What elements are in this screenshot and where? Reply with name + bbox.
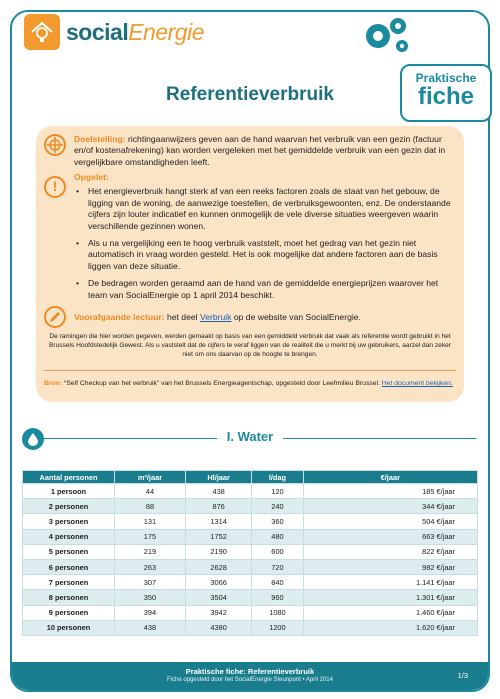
table-row [23,529,478,544]
table-cell: 1314 [185,514,251,529]
page-number: 1/3 [457,671,468,680]
voorafgaande-lectuur [74,312,454,323]
table-cell: 2628 [185,559,251,574]
table-cell: 982 €/jaar [303,559,477,574]
table-cell: 263 [115,559,186,574]
table-cell: 1200 [252,620,303,635]
bron-line [44,378,456,389]
table-cell: 1.620 €/jaar [303,620,477,635]
document-link[interactable]: Het document bekijken. [381,380,453,387]
table-cell: 438 [115,620,186,635]
table-cell: 876 [185,499,251,514]
table-cell: 1.301 €/jaar [303,590,477,605]
table-cell: 3942 [185,605,251,620]
table-row [23,620,478,635]
doelstelling-text: richtingaanwijzers geven aan de hand waarvan het verbruik van een gezin (factuur en/of kostenafrekening) kan worden vergeleken met het gemiddelde verbruik van een gezin dat in vergelijkbare omstandigheden leeft. [74,134,446,167]
table-cell: 6 personen [23,559,115,574]
table-cell: 5 personen [23,544,115,559]
table-cell: 600 [252,544,303,559]
table-cell: 307 [115,575,186,590]
footer [12,662,488,690]
logo-social: social [66,18,129,45]
table-cell: 3504 [185,590,251,605]
table-row [23,605,478,620]
column-header: €/jaar [303,471,477,484]
table-cell: 44 [115,484,186,499]
water-table [22,470,478,636]
footer-title: Praktische fiche: Referentieverbruik [185,667,315,676]
table-cell: 4 personen [23,529,115,544]
table-cell: 720 [252,559,303,574]
table-cell: 131 [115,514,186,529]
column-header: l/dag [252,471,303,484]
table-cell: 88 [115,499,186,514]
table-cell: 240 [252,499,303,514]
column-header: Aantal personen [23,471,115,484]
badge-line1: Praktische [415,71,477,85]
table-cell: 10 personen [23,620,115,635]
table-row [23,514,478,529]
warning-icon: ! [44,176,66,198]
verbruik-link[interactable]: Verbruik [199,312,232,322]
table-cell: 219 [115,544,186,559]
table-cell: 960 [252,590,303,605]
table-row [23,484,478,499]
table-cell: 480 [252,529,303,544]
table-cell: 1080 [252,605,303,620]
table-row [23,575,478,590]
table-cell: 1 persoon [23,484,115,499]
table-cell: 9 personen [23,605,115,620]
table-cell: 3066 [185,575,251,590]
table-cell: 175 [115,529,186,544]
table-cell: 3 personen [23,514,115,529]
target-icon [44,134,66,156]
table-cell: 2 personen [23,499,115,514]
table-cell: 822 €/jaar [303,544,477,559]
doelstelling-label: Doelstelling: [74,134,126,144]
table-cell: 394 [115,605,186,620]
table-cell: 1.460 €/jaar [303,605,477,620]
table-cell: 7 personen [23,575,115,590]
table-cell: 360 [252,514,303,529]
opgelet-section [74,172,454,301]
column-header: Hl/jaar [185,471,251,484]
house-bulb-icon [24,14,60,50]
table-cell: 2190 [185,544,251,559]
badge-line2: fiche [417,83,474,110]
table-cell: 344 €/jaar [303,499,477,514]
page-title: Referentieverbruik [166,84,334,105]
info-box [36,126,464,402]
opgelet-bullet: • Als u na vergelijking een te hoog verbruik vaststelt, moet het gedrag van het gezin niet automatisch in vraag worden gesteld. Het is ook mogelijke dat andere factoren aan de basis liggen van deze situatie. [74,238,454,272]
table-row [23,499,478,514]
table-cell: 438 [185,484,251,499]
table-cell: 350 [115,590,186,605]
table-cell: 1.141 €/jaar [303,575,477,590]
voorafgaande-label: Voorafgaande lectuur: [74,312,165,322]
table-header-row [23,471,478,484]
divider [44,370,456,371]
footer-subtitle: Fiche opgesteld door het SocialEnergie Steunpunt • April 2014 [167,677,333,683]
doelstelling-paragraph [74,134,454,168]
socialenergie-logo [24,14,204,50]
disclaimer-note: De ramingen die hier worden gegeven, werden gemaakt op basis van een gemiddeld verbruik dat vaak als referentie wordt gebruikt in het Brussels Hoofdstedelijk Gewest. Als u vaststelt dat de cijfers te veraf liggen van de realiteit die u merkt bij uw gebruikers, aarzel dan zeker niet om ons daarvan op de hoogte te brengen. [48,333,452,358]
water-section-title: I. Water [0,429,500,444]
table-cell: 120 [252,484,303,499]
logo-energie: Energie [128,18,204,45]
table-cell: 8 personen [23,590,115,605]
voorafgaande-post: op de website van SocialEnergie. [231,312,361,322]
table-row [23,559,478,574]
bron-text: “Self Checkup van het verbruik” van het Brussels Energieagentschap, opgesteld door Leefmilieu Brussel. [62,380,382,387]
opgelet-bullet: • Het energieverbruik hangt sterk af van een reeks factoren zoals de staat van het gebouw, de ligging van de woning, de aanwezige toestellen, de verbruiksgewoonten, enz. De onderstaande cijfers zijn louter indicatief en kunnen onmogelijk de vele diverse situaties weergeven waarin verschillende gezinnen wonen. [74,186,454,232]
voorafgaande-pre: het deel [164,312,200,322]
opgelet-label: Opgelet: [74,172,109,182]
table-cell: 4380 [185,620,251,635]
pencil-icon [44,306,66,328]
table-cell: 663 €/jaar [303,529,477,544]
column-header: m³/jaar [115,471,186,484]
table-cell: 185 €/jaar [303,484,477,499]
opgelet-bullet: • De bedragen worden geraamd aan de hand van de gemiddelde energieprijzen waarover het team van SocialEnergie op 1 april 2014 beschikt. [74,278,454,301]
table-cell: 840 [252,575,303,590]
table-cell: 504 €/jaar [303,514,477,529]
table-cell: 1752 [185,529,251,544]
table-row [23,544,478,559]
bron-label: Bron: [44,380,63,387]
gears-icon [356,10,416,60]
table-row [23,590,478,605]
